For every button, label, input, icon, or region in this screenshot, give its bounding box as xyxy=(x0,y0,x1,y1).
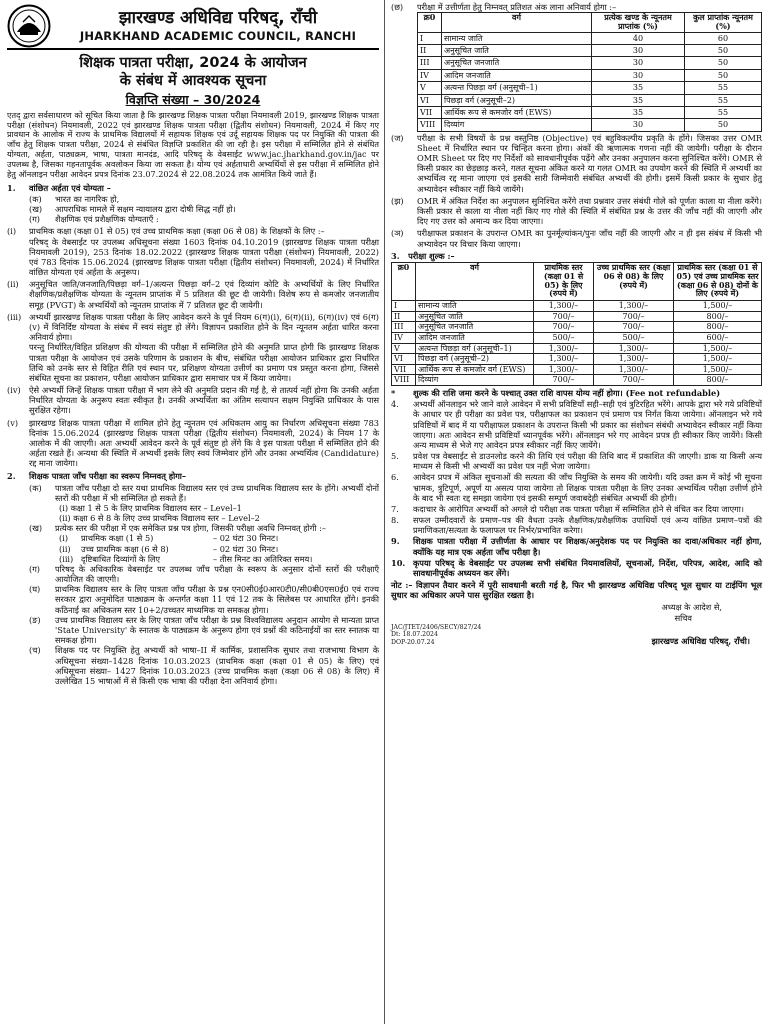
table-cell: 1,300/– xyxy=(534,354,594,365)
footer xyxy=(391,624,762,646)
table-row xyxy=(392,322,762,333)
item-marker: (छ) xyxy=(391,2,404,12)
pass-marks-body xyxy=(418,32,762,131)
table-cell: 1,300/– xyxy=(534,343,594,354)
table-cell: अनुसूचित जाति xyxy=(442,44,592,56)
signature-org: झारखण्ड अधिविद्य परिषद्, राँची। xyxy=(651,635,750,646)
table-cell: आदिम जनजाति xyxy=(442,69,592,81)
table-row xyxy=(418,119,762,131)
item-text: ऐसे अभ्यर्थी जिन्हें शिक्षक पात्रता परीक्षा में भाग लेने की अनुमति प्रदान की गई है, से तात्पर्य नहीं होगा कि उनकी अर्हता निर्धारित योग्यता के अनुरूप स्वतः स्वीकृत है। उनकी अभ्यर्थिता का अंतिम सत्यापन सक्षम नियुक्ति प्राधिकार के पास सुरक्षित रहेगा। xyxy=(29,385,379,416)
asterisk-marker: * xyxy=(391,387,396,398)
table-cell: 1,500/– xyxy=(674,343,762,354)
disclaimer-note: नोट :– विज्ञापन तैयार करने में पूरी सावधानी बरती गई है, फिर भी झारखण्ड अधिविद्य परिषद् भूल सुधार या टाईपिंग भूल सुधार का अधिकार अपने पास सुरक्षित रखता है। xyxy=(391,580,762,601)
table-cell: 1,300/– xyxy=(594,343,674,354)
table-cell: अनुसूचित जनजाति xyxy=(416,322,534,333)
table-row xyxy=(418,57,762,69)
table-cell: 1,300/– xyxy=(594,364,674,375)
table-cell: 600/– xyxy=(674,333,762,344)
table-cell: 800/– xyxy=(674,311,762,322)
table-cell: 35 xyxy=(592,94,685,106)
item-subtext: परिषद् के वेबसाईट पर उपलब्ध अधिसूचना संख्या 1603 दिनांक 04.10.2019 (झारखण्ड शिक्षक पात्रता परीक्षा नियमावली 2019), 253 दिनांक 18.02.2022 (झारखण्ड शिक्षक पात्रता परीक्षा (संशोधन) नियमावली, 2022) एवं 783 दिनांक 15.06.2024 (झारखण्ड शिक्षक पात्रता परीक्षा (द्वितीय संशोधन) नियमावली, 2024) में निर्धारित वांछित योग्यता एवं अर्हता के अनुरूप। xyxy=(29,236,379,278)
table-cell: VI xyxy=(418,94,442,106)
table-cell: 700/– xyxy=(594,322,674,333)
table-row xyxy=(392,375,762,386)
footer-refs xyxy=(391,624,481,646)
list-item xyxy=(29,615,379,646)
point-number: 9. xyxy=(391,536,400,547)
intro-paragraph: एतद् द्वारा सर्वसाधारण को सूचित किया जाता है कि झारखण्ड शिक्षक पात्रता परीक्षा नियमावली 2019, झारखण्ड शिक्षक पात्रता परीक्षा (संशोधन) नियमावली, 2022 एवं झारखण्ड शिक्षक पात्रता परीक्षा (द्वितीय संशोधन) नियमावली, 2024 में किए गए प्रावधान के आलोक में राज्य के प्राथमिक विद्यालयों में सहायक शिक्षक एवं उर्दू सहायक शिक्षक पद पर नियुक्ति की पात्रता की जाँच हेतु शिक्षक पात्रता परीक्षा, 2024 से संबंधित विज्ञप्ति प्रकाशित की जा रही है। इस परीक्षा में सम्मिलित होने से संबंधित योग्यता, अर्हता, पाठ्यक्रम, भाषा, पात्रता मानदंड, आदि परिषद् के वेबसाईट www.jac.jharkhand.gov.in/jac पर उपलब्ध है, जिसका गहनतापूर्वक अवलोकन किया जा सकता है। योग्य एवं अर्हताधारी अभ्यर्थियों से इस परीक्षा में सम्मिलित होने हेतु ऑनलाइन परीक्षा आवेदन प्रपत्र दिनांक 23.07.2024 से 22.08.2024 तक आमंत्रित किये जाते हैं। xyxy=(7,109,379,179)
duration-label: उच्च प्राथमिक कक्षा (6 से 8) xyxy=(81,543,169,554)
item-text: प्राथमिक कक्षा (कक्षा 01 से 05) एवं उच्च प्राथमिक कक्षा (कक्षा 06 से 08) के शिक्षकों के लिए :– xyxy=(29,226,325,237)
item-text: झारखण्ड शिक्षक पात्रता परीक्षा में शामिल होने हेतु न्यूनतम एवं अधिकतम आयु का निर्धारण अधिसूचना संख्या 783 दिनांक 15.06.2024 (झारखण्ड शिक्षक पात्रता परीक्षा (द्वितीय संशोधन) नियमावली, 2024) के नियम 17 के आलोक में की जाएगी। अतः अभ्यर्थी आवेदन करने के पूर्व संतुष्ट हो लेंगे कि वे इस पात्रता परीक्षा में सम्मिलित होने की अर्हता रखते हैं। अन्यथा की स्थिति में अभ्यर्थी इसके लिए स्वयं जिम्मेवार होंगे और उनका अभ्यर्थित्व (Candidature) रद्द माना जायेगा। xyxy=(29,417,379,469)
table-cell: दिव्यांग xyxy=(416,375,534,386)
table-row xyxy=(418,44,762,56)
table-cell: अत्यन्त पिछड़ा वर्ग (अनुसूची–1) xyxy=(416,343,534,354)
table-cell: 55 xyxy=(685,82,762,94)
table-cell: VI xyxy=(392,354,416,365)
notice-title xyxy=(7,54,379,90)
section-1-items xyxy=(7,194,379,225)
section-2-heading xyxy=(7,471,379,481)
table-row xyxy=(418,106,762,118)
numbered-point xyxy=(391,399,762,450)
table-cell: पिछड़ा वर्ग (अनुसूची–2) xyxy=(442,94,592,106)
numbered-point xyxy=(391,536,762,556)
table-cell: 30 xyxy=(592,119,685,131)
column-header: उच्च प्राथमिक स्तर (कक्षा 06 से 08) के लिए (रुपये में) xyxy=(594,262,674,300)
footer-ref: JAC/JTET/2406/SECY/827/24 xyxy=(391,623,482,631)
list-item xyxy=(29,483,379,524)
column-header: प्रत्येक खण्ड के न्यूनतम प्राप्तांक (%) xyxy=(592,13,685,32)
table-cell: 55 xyxy=(685,106,762,118)
table-row xyxy=(418,69,762,81)
table-cell: I xyxy=(418,32,442,44)
table-cell: अनुसूचित जाति xyxy=(416,311,534,322)
table-row xyxy=(392,364,762,375)
table-cell: 1,300/– xyxy=(534,301,594,312)
point-number: 4. xyxy=(391,399,399,410)
table-cell: 700/– xyxy=(594,375,674,386)
table-cell: IV xyxy=(418,69,442,81)
table-cell: 35 xyxy=(592,106,685,118)
numbered-point xyxy=(391,504,762,514)
column-header: कुल प्राप्तांक न्यूनतम (%) xyxy=(685,13,762,32)
list-item xyxy=(29,194,379,204)
list-item xyxy=(7,385,379,416)
table-header-row xyxy=(418,13,762,32)
table-cell: अत्यन्त पिछड़ा वर्ग (अनुसूची–1) xyxy=(442,82,592,94)
duration-row xyxy=(55,554,379,564)
item-marker: (घ) xyxy=(29,584,41,595)
council-title-english: JHARKHAND ACADEMIC COUNCIL, RANCHI xyxy=(79,28,357,43)
footer-dop: DOP-20.07.24 xyxy=(391,638,435,646)
table-cell: 1,500/– xyxy=(674,301,762,312)
table-cell: 30 xyxy=(592,69,685,81)
duration-row xyxy=(55,533,379,543)
table-cell: 500/– xyxy=(594,333,674,344)
table-cell: 40 xyxy=(592,32,685,44)
notice-title-line2: के संबंध में आवश्यक सूचना xyxy=(119,73,267,90)
table-cell: 30 xyxy=(592,44,685,56)
duration-value: – तीस मिनट का अतिरिक्त समय। xyxy=(213,553,313,564)
table-cell: आर्थिक रूप से कमजोर वर्ग (EWS) xyxy=(442,106,592,118)
item-marker: (ञ) xyxy=(391,228,404,239)
table-row xyxy=(418,94,762,106)
table-cell: पिछड़ा वर्ग (अनुसूची–2) xyxy=(416,354,534,365)
table-cell: 800/– xyxy=(674,375,762,386)
table-cell: VII xyxy=(392,364,416,375)
column-header: प्राथमिक स्तर (कक्षा 01 से 05) के लिए (रुपये में) xyxy=(534,262,594,300)
list-item xyxy=(7,312,379,383)
table-cell: 1,500/– xyxy=(674,354,762,365)
duration-value: – 02 घंटा 30 मिनट। xyxy=(213,543,279,554)
item-text: परिषद् के अधिकारिक वेबसाईट पर उपलब्ध जाँच परीक्षा के स्वरूप के अनुसार दोनों स्तरों की परीक्षाएँ आयोजित की जाएगी। xyxy=(55,563,379,585)
list-item xyxy=(391,133,762,194)
fee-note xyxy=(391,388,762,398)
table-row xyxy=(392,354,762,365)
table-cell: II xyxy=(418,44,442,56)
table-cell: 35 xyxy=(592,82,685,94)
item-text: प्रत्येक स्तर की परीक्षा में एक समेकित प्रश्न पत्र होगा, जिसकी परीक्षा अवधि निम्नवत् होगी :– xyxy=(55,523,326,534)
section-1-heading xyxy=(7,183,379,193)
level-item: (ii) कक्षा 6 से 8 के लिए उच्च प्राथमिक विद्यालय स्तर – Level–2 xyxy=(59,513,260,524)
item-marker: (ख) xyxy=(29,523,43,534)
right-column xyxy=(387,0,766,1024)
item-text: परीक्षा के सभी विषयों के प्रश्न वस्तुनिष्ठ (Objective) एवं बहुविकल्पीय प्रकृति के होंगे। जिसका उत्तर OMR Sheet में निर्धारित स्थान पर चिन्हित करना होगा। अंकों की ऋणात्मक गणना नहीं की जायेगी। परीक्षा के दौरान OMR Sheet पर दिए गए निर्देशों को सावधानीपूर्वक पढ़ेंगे और उनका अनुपालन करना सुनिश्चित करेंगे। OMR से किसी प्रकार का छेड़छाड़ करने, गलत सूचना अंकित करने या गलत OMR का उपयोग करने की स्थिति में अभ्यर्थी का अभ्यर्थित्व रद्द माना जाएगा एवं इसकी सारी जिम्मेवारी संबंधित अभ्यर्थी की होगी। इसमें किसी प्रकार के सुधार हेतु अभ्यावेदन स्वीकार नहीं किये जायेंगे। xyxy=(417,132,762,194)
numbered-point xyxy=(391,472,762,503)
item-marker: (ग) xyxy=(29,563,40,574)
list-item xyxy=(391,196,762,227)
table-cell: 1,300/– xyxy=(594,301,674,312)
list-item xyxy=(29,523,379,564)
section-2-items xyxy=(7,483,379,686)
fee-table-body xyxy=(392,301,762,386)
table-row xyxy=(392,301,762,312)
list-item xyxy=(29,584,379,615)
point-number: 6. xyxy=(391,472,399,483)
item-marker: (झ) xyxy=(391,195,404,206)
duration-value: – 02 घंटा 30 मिनट। xyxy=(213,533,279,544)
table-cell: 55 xyxy=(685,94,762,106)
list-item xyxy=(7,418,379,469)
list-item xyxy=(29,204,379,214)
level-item: (i) कक्षा 1 से 5 के लिए प्राथमिक विद्यालय स्तर – Level–1 xyxy=(59,502,242,513)
list-item xyxy=(29,645,379,686)
item-text: प्राथमिक विद्यालय स्तर के लिए पात्रता जाँच परीक्षा के प्रश्न एन0सी0ई0आर0टी0/सी0बी0एस0ई0 एवं राज्य सरकार द्वारा अनुमोदित पाठ्यक्रम के अन्तर्गत कक्षा 11 एवं 12 तक के सिलेबस पर आधारित होंगे। इनकी कठिनाई का अधिकतम स्तर 10+2/उच्चतर माध्यमिक या समकक्ष होगा। xyxy=(55,584,379,615)
item-marker: (ङ) xyxy=(29,614,41,625)
item-marker: (क) xyxy=(29,193,42,204)
table-row xyxy=(392,343,762,354)
notice-title-line1: शिक्षक पात्रता परीक्षा, 2024 के आयोजन xyxy=(79,55,307,71)
point-text: कृपया परिषद् के वेबसाईट पर उपलब्ध सभी संबंधित नियमावलियों, सूचनाओं, निर्देश, परिपत्र, आदेश, आदि को सावधानीपूर्वक अध्ययन कर लेंगे। xyxy=(413,557,762,578)
header xyxy=(7,3,379,50)
list-item xyxy=(7,279,379,310)
table-cell: 50 xyxy=(685,119,762,131)
numbered-point xyxy=(391,515,762,535)
item-text: परीक्षाफल प्रकाशन के उपरान्त OMR का पुनर्मूल्यांकन/पुनः जाँच नहीं की जाएगी और न ही इस संबंध में किसी भी अभ्यावेदन पर विचार किया जाएगा। xyxy=(417,228,762,249)
point-number: 10. xyxy=(391,557,406,568)
table-cell: IV xyxy=(392,333,416,344)
duration-marker: (iii) xyxy=(59,553,74,564)
table-cell: VIII xyxy=(392,375,416,386)
item-marker: (v) xyxy=(7,417,19,428)
column-header: क्र0 xyxy=(392,262,416,300)
table-row xyxy=(418,32,762,44)
item-text: परीक्षा में उत्तीर्णता हेतु निम्नवत् प्रतिशत अंक लाना अनिवार्य होगा :– xyxy=(417,2,617,12)
item-marker: (iv) xyxy=(7,385,21,396)
point-text: आवेदन प्रपत्र में अंकित सूचनाओं की सत्यता की जाँच नियुक्ति के समय की जायेगी। यदि उक्त क्रम में कोई भी सूचना भ्रामक, त्रुटिपूर्ण, अपूर्ण या असत्य पाया जायेगा तो शिक्षक पात्रता परीक्षा के लिए उनका अभ्यर्थित्व परीक्षा उत्तीर्ण होने के बाद भी स्वतः रद्द समझा जायेगा एवं इसकी सम्पूर्ण जवाबदेही संबंधित अभ्यर्थी की होगी। xyxy=(413,472,762,503)
duration-marker: (i) xyxy=(59,533,69,544)
list-item xyxy=(7,226,379,277)
point-text: कदाचार के आरोपित अभ्यर्थी को अगले दो परीक्षा तक पात्रता परीक्षा में सम्मिलित होने से वंचित कर दिया जाएगा। xyxy=(413,503,744,514)
table-cell: VII xyxy=(418,106,442,118)
table-cell: 50 xyxy=(685,69,762,81)
list-item xyxy=(29,564,379,584)
item-marker: (i) xyxy=(7,226,17,237)
table-cell: I xyxy=(392,301,416,312)
duration-row xyxy=(55,544,379,554)
signature-title: सचिव xyxy=(674,613,692,624)
item-text: उच्च प्राथमिक विद्यालय स्तर के लिए पात्रता जाँच परीक्षा के प्रश्न विश्वविद्यालय अनुदान आयोग से मान्यता प्राप्त 'State University' के स्नातक के पाठ्यक्रम के अनुरूप होगा एवं प्रश्नों की कठिनाईयों का स्तर स्नातक या समकक्ष होगा। xyxy=(55,614,379,646)
numbered-point xyxy=(391,558,762,578)
item-subtext: परन्तु निर्धारित/विहित प्रशिक्षण की योग्यता की परीक्षा में सम्मिलित होने की अनुमति प्राप्त होगी कि झारखण्ड शिक्षक पात्रता परीक्षा के आयोजन एवं उसके परिणाम के प्रकाशन के बीच, संबंधित परीक्षा आयोजन प्राधिकार द्वारा निर्धारित तिथि को उनके स्तर से विहित रीति एवं स्थान पर, प्रशिक्षण योग्यता उत्तीर्ण का प्रमाण पत्र प्रस्तुत करना होगा, जिससे संबंधित सूचना का प्रकाशन, परीक्षा आयोजन प्राधिकार द्वारा समाचार पत्र में किया जायेगा। xyxy=(29,342,379,383)
item-text: भारत का नागरिक हो, xyxy=(55,193,120,204)
duration-label: दृष्टिबाधित दिव्यांगों के लिए xyxy=(81,553,161,564)
list-item xyxy=(391,2,762,12)
item-text: OMR में अंकित निर्देश का अनुपालन सुनिश्चित करेंगे तथा प्रश्नवार उत्तर संबंधी गोले को पूर्णतः काला या नीला करेंगे। किसी प्रकार से काला या नीला नहीं किए गए गोले की स्थिति में संबंधित प्रश्न के उत्तर की जाँच नहीं की जाएगी और दिए गए उत्तर को अमान्य कर दिया जाएगा। xyxy=(417,195,762,227)
item-text: आपराधिक मामले में सक्षम न्यायालय द्वारा दोषी सिद्ध नहीं हो। xyxy=(55,204,236,215)
duration-marker: (ii) xyxy=(59,543,71,554)
item-marker: (च) xyxy=(29,645,41,656)
column-header: प्राथमिक स्तर (कक्षा 01 से 05) एवं उच्च प्राथमिक स्तर (कक्षा 06 से 08) दोनों के लिए (रुपये में) xyxy=(674,262,762,300)
table-cell: 500/– xyxy=(534,333,594,344)
notice-number-text: विज्ञप्ति संख्या – 30/2024 xyxy=(125,92,261,108)
table-cell: V xyxy=(418,82,442,94)
table-row xyxy=(392,333,762,344)
item-text: पात्रता जाँच परीक्षा दो स्तर यथा प्राथमिक विद्यालय स्तर एवं उच्च प्राथमिक विद्यालय स्तर के होंगे। अभ्यर्थी दोनों स्तरों की परीक्षा में भी सम्मिलित हो सकते हैं। xyxy=(55,482,379,503)
item-text: अनुसूचित जाति/जनजाति/पिछड़ा वर्ग–1/अत्यन्त पिछड़ा वर्ग–2 एवं दिव्यांग कोटि के अभ्यर्थियों के लिए निर्धारित शैक्षणिक/प्रशैक्षणिक योग्यता के न्यूनतम प्राप्तांक में 5 प्रतिशत की छूट दी जायेगी। विशेष रूप से कमजोर जनजातीय समूह (PVGT) के अभ्यर्थियों को न्यूनतम प्राप्तांक में 7 प्रतिशत छूट दी जायेगी। xyxy=(29,279,379,310)
table-cell: 700/– xyxy=(534,322,594,333)
table-row xyxy=(392,311,762,322)
item-text: अभ्यर्थी झारखण्ड शिक्षक पात्रता परीक्षा के लिए आवेदन करने के पूर्व नियम 6(ग)(i), 6(ग)(ii), 6(ग)(iv) एवं 6(ग)(v) में विनिर्दिष्ट योग्यता के संबंध में स्वयं संतुष्ट हो लेंगे। विज्ञापन प्रकाशित होने के दिन न्यूनतम अर्हता धारित करना अनिवार्य होगा। xyxy=(29,311,379,343)
fee-heading: 3. परीक्षा शुल्क :– xyxy=(391,250,455,261)
duration-label: प्राथमिक कक्षा (1 से 5) xyxy=(81,533,154,544)
point-text: शिक्षक पात्रता परीक्षा में उत्तीर्णता के आधार पर शिक्षक/अनुदेशक पद पर नियुक्ति का दावा/अधिकार नहीं होगा, क्योंकि यह मात्र एक अर्हता जाँच परीक्षा है। xyxy=(413,536,762,557)
table-cell: सामान्य जाति xyxy=(416,301,534,312)
table-cell: सामान्य जाति xyxy=(442,32,592,44)
table-cell: 800/– xyxy=(674,322,762,333)
table-cell: VIII xyxy=(418,119,442,131)
notice-number xyxy=(7,92,379,108)
table-cell: 50 xyxy=(685,57,762,69)
column-header: क्र0 xyxy=(418,13,442,32)
point-number: 5. xyxy=(391,451,399,462)
point-number: 7. xyxy=(391,503,399,514)
item-marker: (ख) xyxy=(29,204,43,215)
item-marker: (ii) xyxy=(7,279,19,290)
fee-table xyxy=(391,262,762,386)
table-cell: 1,300/– xyxy=(534,364,594,375)
pass-marks-table xyxy=(417,12,762,132)
table-cell: III xyxy=(418,57,442,69)
table-cell: V xyxy=(392,343,416,354)
table-cell: 50 xyxy=(685,44,762,56)
footer-date: Dt: 18.07.2024 xyxy=(391,631,438,639)
column-header: वर्ग xyxy=(416,262,534,300)
numbered-points xyxy=(391,399,762,578)
table-header-row xyxy=(392,262,762,300)
table-cell: आदिम जनजाति xyxy=(416,333,534,344)
section-title: वांछित अर्हता एवं योग्यता – xyxy=(29,182,111,193)
pass-marks-wrap xyxy=(391,12,762,132)
table-cell: दिव्यांग xyxy=(442,119,592,131)
table-cell: अनुसूचित जनजाति xyxy=(442,57,592,69)
section-title: शिक्षक पात्रता जाँच परीक्षा का स्वरूप निम्नवत् होगा– xyxy=(29,471,187,482)
table-cell: 700/– xyxy=(534,311,594,322)
section-marker: 2. xyxy=(7,471,16,482)
point-number: 8. xyxy=(391,515,399,526)
table-cell: 60 xyxy=(685,32,762,44)
table-cell: 1,500/– xyxy=(674,364,762,375)
item-marker: (ज) xyxy=(391,132,404,143)
column-header: वर्ग xyxy=(442,13,592,32)
list-item xyxy=(391,228,762,248)
point-text: सफल उम्मीदवारों के प्रमाण–पत्र की वैधता उनके शैक्षणिक/प्रशैक्षणिक उपाधियों एवं अन्य वांछित प्रमाण–पत्रों की प्रमाणिकता/सत्यता के फलाफल पर निर्भर/प्रभावित करेगा। xyxy=(413,515,762,536)
item-marker: (iii) xyxy=(7,311,22,322)
point-text: अभ्यर्थी ऑनलाइन भरे जाने वाले आवेदन में सभी प्रविष्टियाँ सही–सही एवं त्रुटिरहित भरेंगे। आपके द्वारा भरे गये प्रविष्टियों के आधार पर ही परीक्षा का प्रवेश पत्र, परीक्षाफल का प्रकाशन एवं प्रमाण पत्र निर्गत किया जायेगा। ऑनलाइन भरे गये प्रविष्टियों में बाद में या परीक्षाफल प्रकाशन के उपरान्त किसी भी प्रकार का संशोधन संबंधी अभ्यावेदन स्वीकार नहीं किया जाएगा। अतः आवेदन सभी प्रविष्टियाँ ध्यानपूर्वक भरेंगे। ऑनलाइन भरे गए आवेदन प्रपत्र ही स्वीकार किए जायेंगे। किसी अन्य माध्यम से भेजे गए आवेदन प्रपत्र स्वीकार नहीं किए जायेंगे। xyxy=(413,399,762,450)
council-logo xyxy=(7,4,51,48)
section-marker: 1. xyxy=(7,182,16,193)
item-text: शैक्षणिक एवं प्रशैक्षणिक योग्यताएँ : xyxy=(55,214,159,225)
table-row xyxy=(418,82,762,94)
item-marker: (क) xyxy=(29,482,42,493)
point-text: प्रवेश पत्र वेबसाईट से डाउनलोड करने की तिथि एवं परीक्षा की तिथि बाद में प्रकाशित की जाएगी। डाक या किसी अन्य माध्यम से किसी भी अभ्यर्थी का प्रवेश पत्र नहीं भेजा जायेगा। xyxy=(413,451,762,472)
table-cell: आर्थिक रूप से कमजोर वर्ग (EWS) xyxy=(416,364,534,375)
item-marker: (ग) xyxy=(29,214,40,225)
table-cell: 30 xyxy=(592,57,685,69)
left-column xyxy=(2,0,385,1024)
table-cell: 700/– xyxy=(594,311,674,322)
item-text: शिक्षक पद पर नियुक्ति हेतु अभ्यर्थी को भाषा–II में कार्मिक, प्रशासनिक सुधार तथा राजभाषा विभाग के अधिसूचना संख्या–1428 दिनांक 10.03.2023 (प्राथमिक कक्षा (कक्षा 01 से 05) के लिए) एवं अधिसूचना संख्या– 1427 दिनांक 10.03.2023 (उच्च प्राथमिक कक्षा (कक्षा 06 से 08) के लिए) में उल्लेखित 15 भाषाओं में से किसी एक भाषा की परीक्षा देना अनिवार्य होगा। xyxy=(55,645,379,686)
table-cell: III xyxy=(392,322,416,333)
list-item xyxy=(29,214,379,224)
numbered-point xyxy=(391,451,762,471)
table-cell: 1,300/– xyxy=(594,354,674,365)
signature-order: अध्यक्ष के आदेश से, xyxy=(661,602,722,613)
table-cell: 700/– xyxy=(534,375,594,386)
fee-note-text: शुल्क की राशि जमा करने के पश्चात् उक्त राशि वापस योग्य नहीं होगा। (Fee not refundable) xyxy=(413,387,721,398)
council-title-hindi: झारखण्ड अधिविद्य परिषद्, राँची xyxy=(118,8,318,29)
table-cell: II xyxy=(392,311,416,322)
